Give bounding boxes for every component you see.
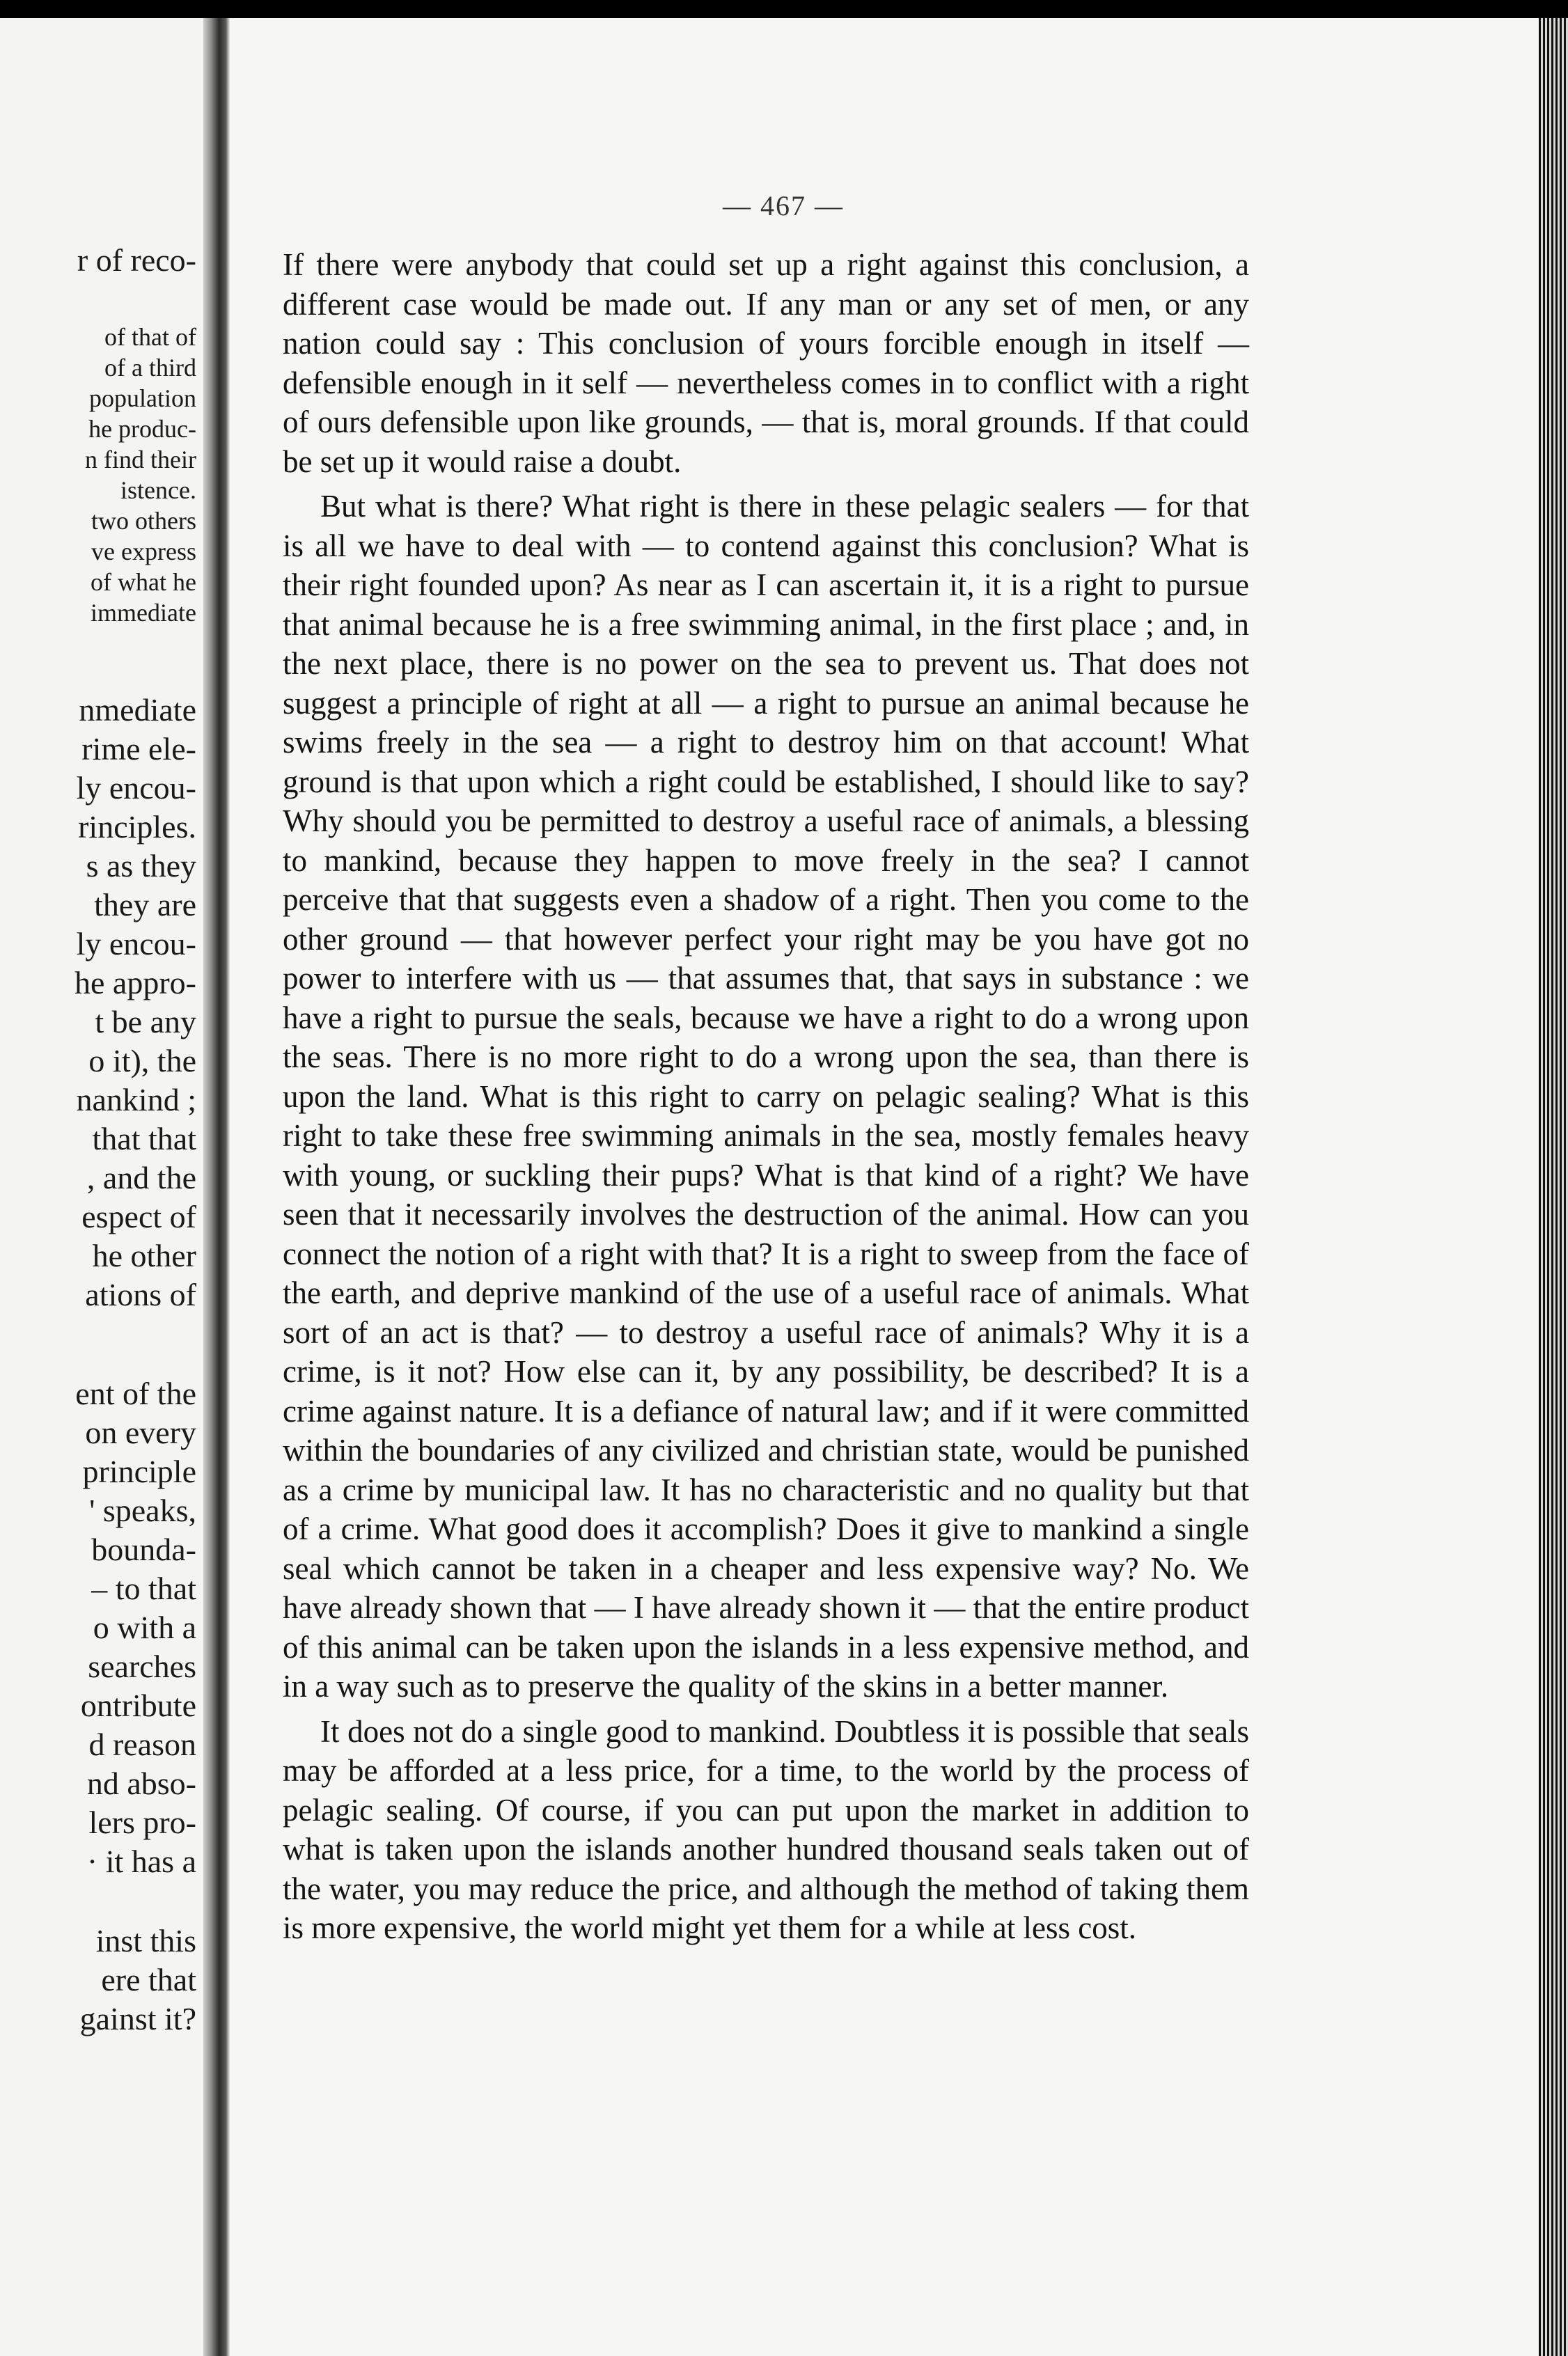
- left-page-line: he other: [92, 1238, 196, 1273]
- left-page-line: o it), the: [88, 1043, 196, 1078]
- left-page-line: nd abso-: [86, 1766, 196, 1801]
- left-page-line: of that of: [104, 323, 196, 351]
- left-page-line: · it has a: [86, 1844, 196, 1879]
- left-page-line: they are: [94, 887, 196, 922]
- left-page-line: of what he: [91, 568, 196, 596]
- left-page-line: r of reco-: [77, 242, 196, 278]
- left-page-line: d reason: [88, 1727, 196, 1762]
- left-page-line: nankind ;: [76, 1082, 196, 1117]
- left-page-line: immediate: [91, 599, 196, 627]
- left-page-line: rime ele-: [81, 731, 196, 767]
- left-page-line: ly encou-: [76, 926, 196, 961]
- left-page: [0, 18, 203, 2356]
- left-page-line: ' speaks,: [89, 1493, 196, 1528]
- left-page-line: on every: [85, 1415, 196, 1450]
- left-page-line: lers pro-: [88, 1805, 196, 1840]
- left-page-line: ent of the: [75, 1376, 196, 1411]
- left-page-line: ontribute: [80, 1688, 196, 1723]
- paragraph: If there were anybody that could set up a right against this conclusion, a different case would be made out. If any man or any set of men, or any nation could say : This conclusion of yours forcible enough in itself — defensible enough in it self — nevertheless comes in to conflict with a right of ours defensible upon like grounds, — that is, moral grounds. If that could be set up it would raise a doubt.: [283, 247, 1249, 479]
- left-page-line: nmediate: [79, 692, 196, 728]
- book-gutter: [203, 18, 230, 2356]
- left-page-line: ere that: [101, 1962, 196, 1997]
- left-page-line: he produc-: [88, 415, 196, 443]
- left-page-line: searches: [88, 1649, 196, 1684]
- left-page-line: he appro-: [75, 965, 196, 1000]
- left-page-line: ve express: [91, 537, 196, 565]
- left-page-line: rinciples.: [78, 809, 196, 845]
- page-number: — 467 —: [723, 190, 844, 221]
- left-page-line: population: [89, 384, 196, 412]
- left-page-line: that that: [92, 1121, 196, 1156]
- left-page-line: gainst it?: [79, 2001, 196, 2036]
- left-page-line: principle: [82, 1454, 196, 1489]
- paragraph: It does not do a single good to mankind. Doubtless it is possible that seals may be afforded at a less price, for a time, to the world by the process of pelagic sealing. Of course, if you can put upon the market in addition to what is taken upon the islands another hundred thousand seals taken out of the water, you may reduce the price, and although the method of taking them is more expensive, the world might yet them for a while at less cost.: [283, 1713, 1249, 1945]
- page-edges: [1539, 18, 1568, 2356]
- left-page-line: bounda-: [91, 1532, 196, 1567]
- body-text: [283, 245, 1249, 1948]
- left-page-line: – to that: [91, 1571, 196, 1606]
- paragraph: But what is there? What right is there in these pelagic sealers — for that is all we have to deal with — to contend against this conclusion? What is their right founded upon? As near as I can ascertain it, it is a right to pursue that animal because he is a free swimming animal, in the first place ; and, in the next place, there is no power on the sea to prevent us. That does not suggest a principle of right at all — a right to pursue an animal because he swims freely in the sea — a right to destroy him on that account! What ground is that upon which a right could be established, I should like to say? Why should you be permitted to destroy a useful race of animals, a blessing to mankind, because they happen to move freely in the sea? I cannot perceive that that suggests even a shadow of a right. Then you come to the other ground — that however perfect your right may be you have got no power to interfere with us — that assumes that, that says in substance : we have a right to pursue the seals, because we have a right to do a wrong upon the seas. There is no more right to do a wrong upon the sea, than there is upon the land. What is this right to carry on pelagic sealing? What is this right to take these free swimming animals in the sea, mostly females heavy with young, or suckling their pups? What is that kind of a right? We have seen that it necessarily involves the destruction of the animal. How can you connect the notion of a right with that? It is a right to sweep from the face of the earth, and deprive mankind of the use of a useful race of animals. What sort of an act is that? — to destroy a useful race of animals? Why it is a crime, is it not? How else can it, by any possibility, be described? It is a crime against nature. It is a defiance of natural law; and if it were committed within the boundaries of any civilized and christian state, would be punished as a crime by municipal law. It has no characteristic and no quality but that of a crime. What good does it accomplish? Does it give to mankind a single seal which cannot be taken in a cheaper and less expensive way? No. We have already shown that — I have already shown it — that the entire product of this animal can be taken upon the islands in a less expensive method, and in a way such as to preserve the quality of the skins in a better manner.: [283, 489, 1249, 1704]
- left-page-line: s as they: [86, 848, 196, 883]
- left-page-line: t be any: [95, 1004, 196, 1039]
- left-page-line: ly encou-: [76, 770, 196, 806]
- left-page-line: istence.: [120, 476, 196, 504]
- left-page-line: ations of: [85, 1277, 196, 1312]
- left-page-line: , and the: [86, 1160, 196, 1195]
- left-page-line: inst this: [95, 1923, 196, 1958]
- left-page-line: two others: [91, 507, 196, 535]
- left-page-line: espect of: [81, 1199, 196, 1234]
- left-page-line: o with a: [93, 1610, 196, 1645]
- scan-top-border: [0, 0, 1568, 18]
- left-page-line: of a third: [104, 354, 196, 382]
- left-page-line: n find their: [85, 446, 196, 473]
